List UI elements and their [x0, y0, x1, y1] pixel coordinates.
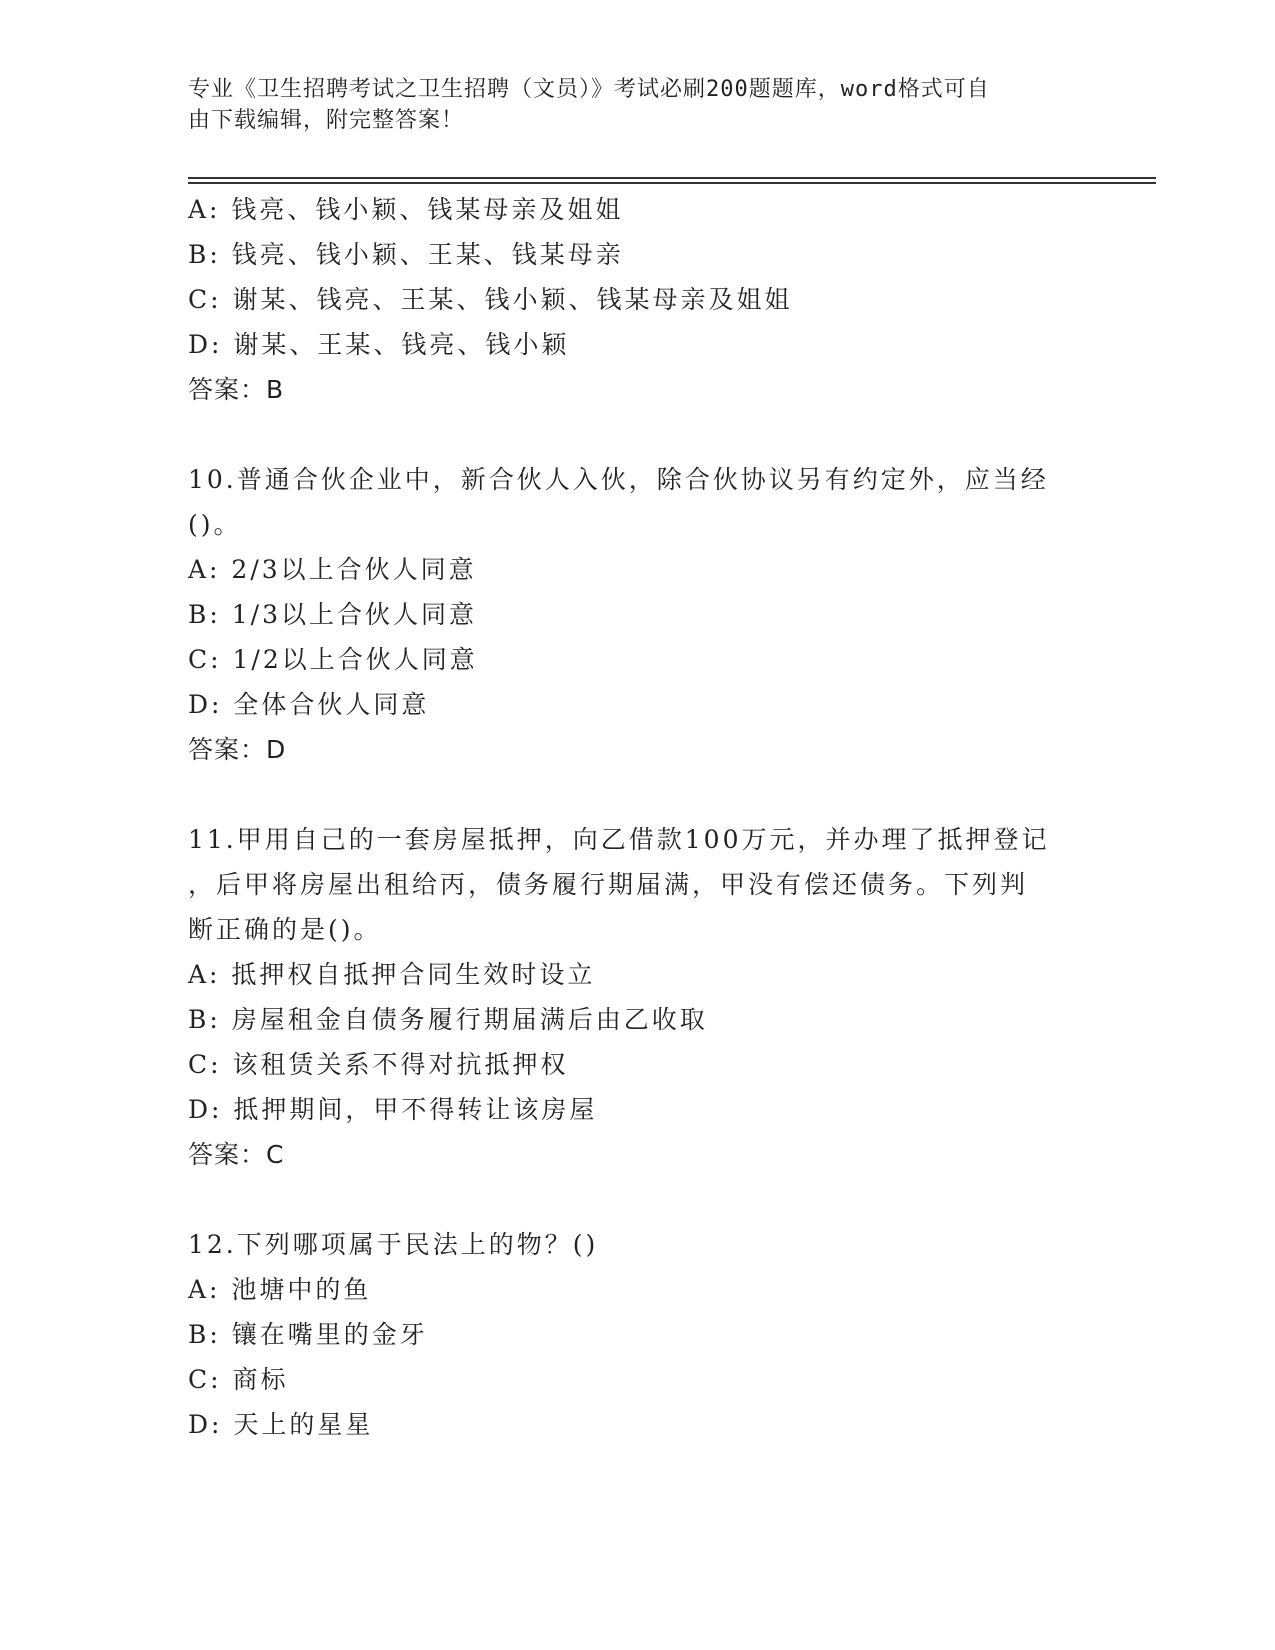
header-line-1: 专业《卫生招聘考试之卫生招聘（文员）》考试必刷200题题库，word格式可自	[188, 77, 990, 102]
q9-answer: 答案：B	[188, 375, 285, 404]
q11-stem-line-1: 11.甲用自己的一套房屋抵押，向乙借款100万元，并办理了抵押登记	[188, 825, 1050, 854]
q9-option-a: A: 钱亮、钱小颖、钱某母亲及姐姐	[188, 195, 624, 224]
q10-option-d: D: 全体合伙人同意	[188, 690, 430, 719]
q9-option-b: B: 钱亮、钱小颖、王某、钱某母亲	[188, 240, 624, 269]
document-header	[188, 74, 1068, 136]
header-divider-bottom	[188, 182, 1156, 184]
q10-option-c: C: 1/2以上合伙人同意	[188, 645, 478, 674]
q12-option-c: C: 商标	[188, 1365, 289, 1394]
q12-stem-line-1: 12.下列哪项属于民法上的物？()	[188, 1230, 599, 1259]
q9-option-d: D: 谢某、王某、钱亮、钱小颖	[188, 330, 570, 359]
header-line-2: 由下载编辑，附完整答案！	[188, 108, 465, 133]
q11-answer: 答案：C	[188, 1140, 285, 1169]
q11-option-b: B: 房屋租金自债务履行期届满后由乙收取	[188, 1005, 708, 1034]
q10-stem-line-2: ()。	[188, 510, 242, 539]
q9-option-c: C: 谢某、钱亮、王某、钱小颖、钱某母亲及姐姐	[188, 285, 793, 314]
q12-option-d: D: 天上的星星	[188, 1410, 374, 1439]
q11-option-c: C: 该租赁关系不得对抗抵押权	[188, 1050, 569, 1079]
q10-option-b: B: 1/3以上合伙人同意	[188, 600, 477, 629]
q10-stem-line-1: 10.普通合伙企业中，新合伙人入伙，除合伙协议另有约定外，应当经	[188, 465, 1049, 494]
q10-option-a: A: 2/3以上合伙人同意	[188, 555, 477, 584]
q11-option-d: D: 抵押期间，甲不得转让该房屋	[188, 1095, 598, 1124]
q11-stem-line-3: 断正确的是()。	[188, 915, 382, 944]
q12-option-a: A: 池塘中的鱼	[188, 1275, 372, 1304]
q11-option-a: A: 抵押权自抵押合同生效时设立	[188, 960, 596, 989]
header-divider-top	[188, 177, 1156, 179]
q12-option-b: B: 镶在嘴里的金牙	[188, 1320, 428, 1349]
q10-answer: 答案：D	[188, 735, 287, 764]
q11-stem-line-2: ，后甲将房屋出租给丙，债务履行期届满，甲没有偿还债务。下列判	[188, 870, 1029, 899]
